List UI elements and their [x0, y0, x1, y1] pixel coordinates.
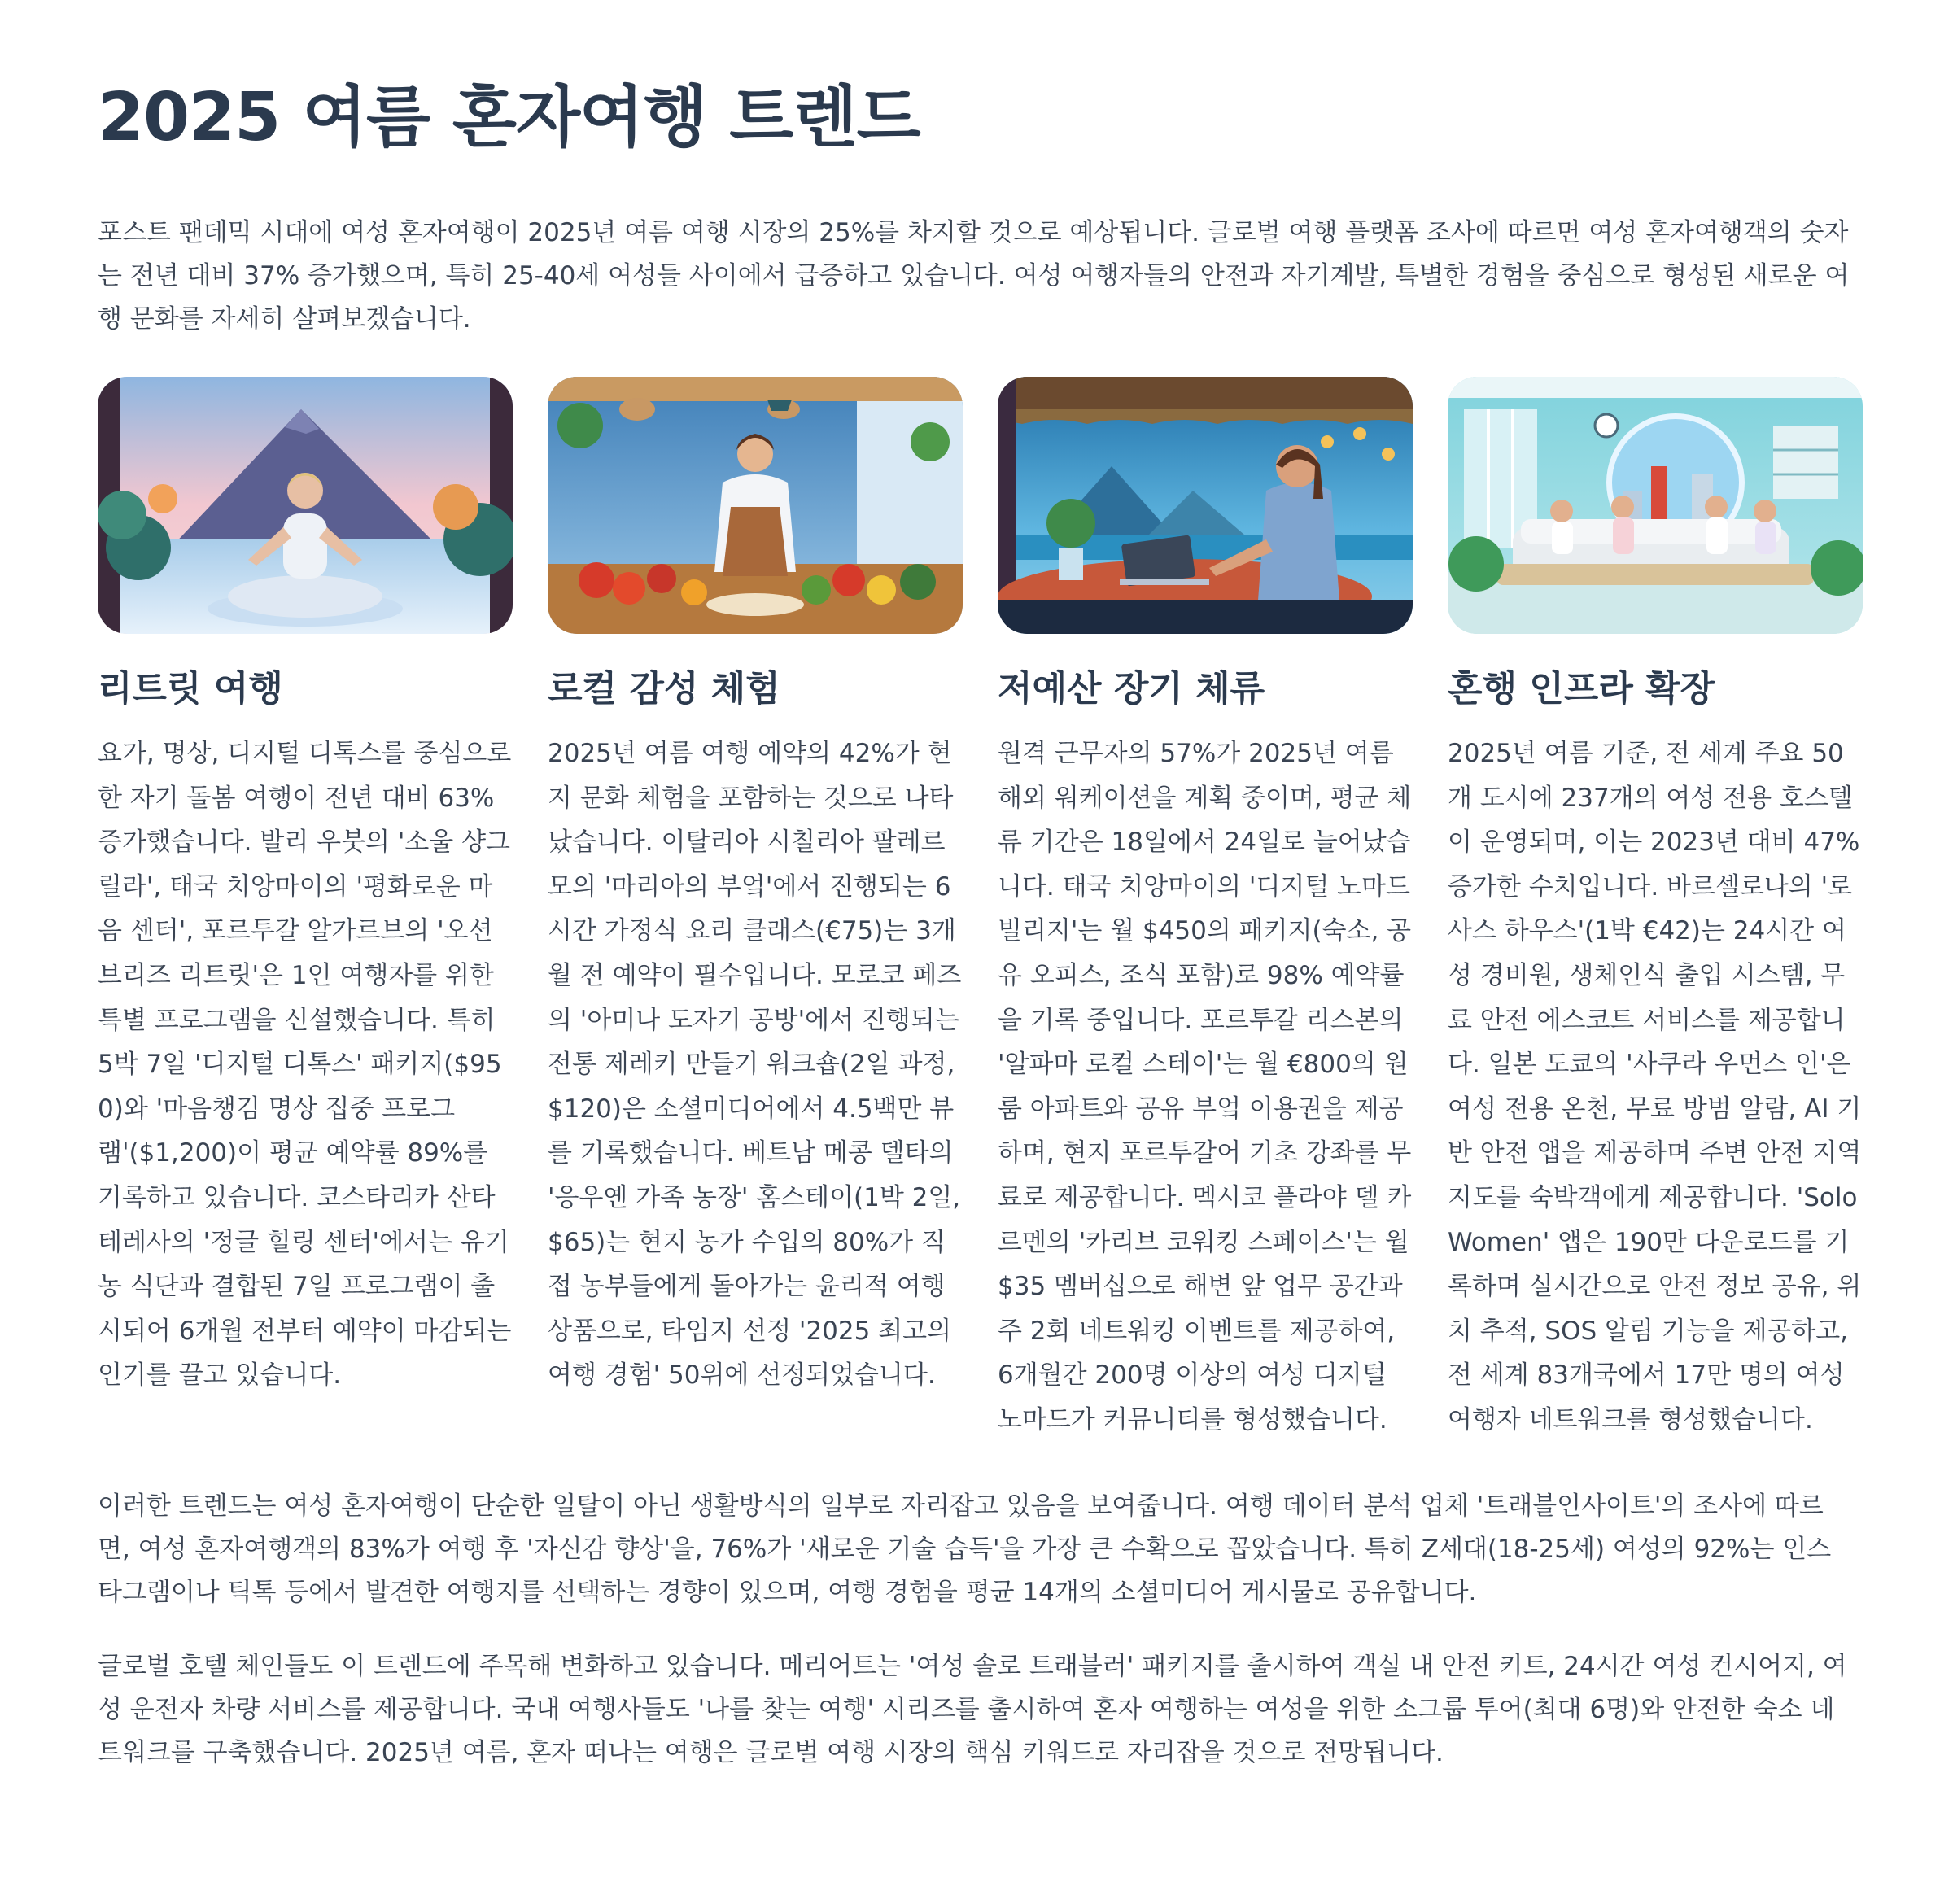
- closing-paragraph-2: 글로벌 호텔 체인들도 이 트렌드에 주목해 변화하고 있습니다. 메리어트는 '여성 솔로 트래블러' 패키지를 출시하여 객실 내 안전 키트, 24시간 여성 컨시어지, 여성 운전자 차량 서비스를 제공합니다. 국내 여행사들도 '나를 찾는 여행' 시리즈를 출시하여 혼자 여행하는 여성을 위한 소그룹 투어(최대 6명)와 안전한 숙소 네트워크를 구축했습니다. 2025년 여름, 혼자 떠나는 여행은 글로벌 여행 시장의 핵심 키워드로 자리잡을 것으로 전망됩니다.: [98, 1651, 1847, 1767]
- card-text-longstay: 원격 근무자의 57%가 2025년 여름 해외 워케이션을 계획 중이며, 평균 체류 기간은 18일에서 24일로 늘어났습니다. 태국 치앙마이의 '디지털 노마드 빌리지'는 월 $450의 패키지(숙소, 공유 오피스, 조식 포함)로 98% 예약률을 기록 중입니다. 포르투갈 리스본의 '알파마 로컬 스테이'는 월 €800의 원룸 아파트와 공유 부엌 이용권을 제공하며, 현지 포르투갈어 기초 강좌를 무료로 제공합니다. 멕시코 플라야 델 카르멘의 '카리브 코워킹 스페이스'는 월 $35 멤버십으로 해변 앞 업무 공간과 주 2회 네트워킹 이벤트를 제공하여, 6개월간 200명 이상의 여성 디지털 노마드가 커뮤니티를 형성했습니다.: [998, 739, 1412, 1435]
- trend-card-local: [548, 377, 963, 1443]
- retreat-yoga-image: [98, 377, 513, 634]
- trend-card-infra: [1448, 377, 1863, 1443]
- trend-cards: [98, 377, 1862, 1443]
- hostel-lounge-image: [1448, 377, 1863, 634]
- intro-paragraph: 포스트 팬데믹 시대에 여성 혼자여행이 2025년 여름 여행 시장의 25%를 차지할 것으로 예상됩니다. 글로벌 여행 플랫폼 조사에 따르면 여성 혼자여행객의 숫자는 전년 대비 37% 증가했으며, 특히 25-40세 여성들 사이에서 급증하고 있습니다. 여성 여행자들의 안전과 자기계발, 특별한 경험을 중심으로 형성된 새로운 여행 문화를 자세히 살펴보겠습니다.: [98, 218, 1850, 334]
- workation-image: [998, 377, 1413, 634]
- card-title-retreat: 리트릿 여행: [98, 668, 283, 710]
- closing-paragraph-1: 이러한 트렌드는 여성 혼자여행이 단순한 일탈이 아닌 생활방식의 일부로 자리잡고 있음을 보여줍니다. 여행 데이터 분석 업체 '트래블인사이트'의 조사에 따르면, 여성 혼자여행객의 83%가 여행 후 '자신감 향상'을, 76%가 '새로운 기술 습득'을 가장 큰 수확으로 꼽았습니다. 특히 Z세대(18-25세) 여성의 92%는 인스타그램이나 틱톡 등에서 발견한 여행지를 선택하는 경향이 있으며, 여행 경험을 평균 14개의 소셜미디어 게시물로 공유합니다.: [98, 1491, 1832, 1607]
- trend-card-retreat: [98, 377, 513, 1443]
- card-text-retreat: 요가, 명상, 디지털 디톡스를 중심으로 한 자기 돌봄 여행이 전년 대비 63% 증가했습니다. 발리 우붓의 '소울 샹그릴라', 태국 치앙마이의 '평화로운 마음 센터', 포르투갈 알가르브의 '오션 브리즈 리트릿'은 1인 여행자를 위한 특별 프로그램을 신설했습니다. 특히 5박 7일 '디지털 디톡스' 패키지($950)와 '마음챙김 명상 집중 프로그램'($1,200)이 평균 예약률 89%를 기록하고 있습니다. 코스타리카 산타 테레사의 '정글 힐링 센터'에서는 유기농 식단과 결합된 7일 프로그램이 출시되어 6개월 전부터 예약이 마감되는 인기를 끌고 있습니다.: [98, 739, 512, 1391]
- card-text-infra: 2025년 여름 기준, 전 세계 주요 50개 도시에 237개의 여성 전용 호스텔이 운영되며, 이는 2023년 대비 47% 증가한 수치입니다. 바르셀로나의 '로사스 하우스'(1박 €42)는 24시간 여성 경비원, 생체인식 출입 시스템, 무료 안전 에스코트 서비스를 제공합니다. 일본 도쿄의 '사쿠라 우먼스 인'은 여성 전용 온천, 무료 방범 알람, AI 기반 안전 앱을 제공하며 주변 안전 지역 지도를 숙박객에게 제공합니다. 'SoloWomen' 앱은 190만 다운로드를 기록하며 실시간으로 안전 정보 공유, 위치 추적, SOS 알림 기능을 제공하고, 전 세계 83개국에서 17만 명의 여성 여행자 네트워크를 형성했습니다.: [1448, 739, 1862, 1435]
- card-title-longstay: 저예산 장기 체류: [998, 668, 1265, 710]
- cooking-class-image: [548, 377, 963, 634]
- card-title-local: 로컬 감성 체험: [548, 668, 780, 710]
- page-title: 2025 여름 혼자여행 트렌드: [98, 79, 920, 156]
- card-title-infra: 혼행 인프라 확장: [1448, 668, 1715, 710]
- card-text-local: 2025년 여름 여행 예약의 42%가 현지 문화 체험을 포함하는 것으로 나타났습니다. 이탈리아 시칠리아 팔레르모의 '마리아의 부엌'에서 진행되는 6시간 가정식 요리 클래스(€75)는 3개월 전 예약이 필수입니다. 모로코 페즈의 '아미나 도자기 공방'에서 진행되는 전통 제레키 만들기 워크숍(2일 과정, $120)은 소셜미디어에서 4.5백만 뷰를 기록했습니다. 베트남 메콩 델타의 '응우옌 가족 농장' 홈스테이(1박 2일, $65)는 현지 농가 수입의 80%가 직접 농부들에게 돌아가는 윤리적 여행 상품으로, 타임지 선정 '2025 최고의 여행 경험' 50위에 선정되었습니다.: [548, 739, 962, 1391]
- trend-card-longstay: [998, 377, 1413, 1443]
